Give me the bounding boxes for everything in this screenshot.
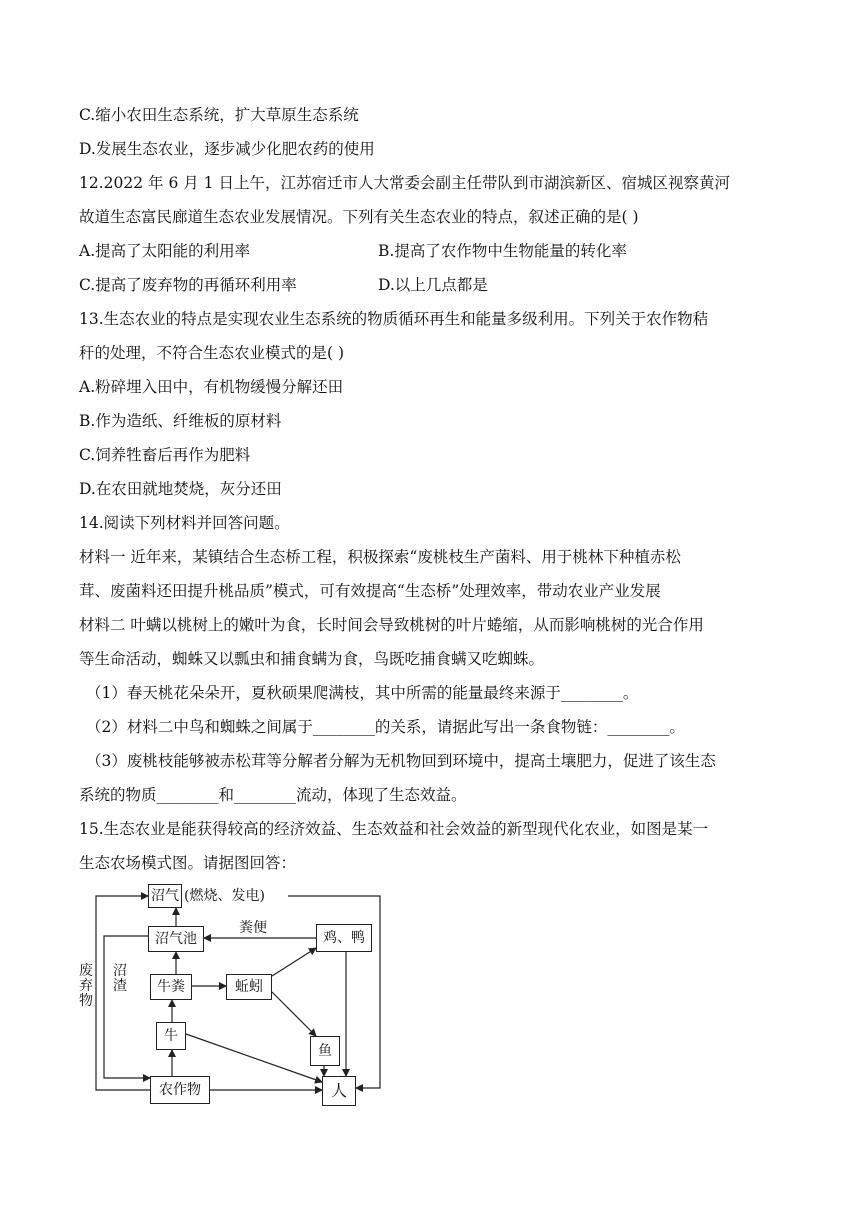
cow-label: 牛	[164, 1028, 178, 1044]
material2-line2: 等生命活动，蜘蛛又以瓢虫和捕食螨为食，鸟既吃捕食螨又吃蜘蛛。	[79, 650, 545, 668]
eco-farm-diagram	[76, 878, 396, 1118]
worm-to-chicken-arrow	[272, 948, 316, 976]
chicken-duck-label: 鸡、鸭	[323, 930, 365, 946]
material1-line2: 茸、废菌料还田提升桃品质”模式，可有效提高“生态桥”处理效率，带动农业产业发展	[79, 582, 661, 600]
cow-box	[156, 1022, 186, 1050]
chicken-duck-box	[316, 924, 372, 952]
q13-option-a: A.粉碎埋入田中，有机物缓慢分解还田	[79, 378, 344, 396]
q13-option-d: D.在农田就地焚烧，灰分还田	[79, 480, 282, 498]
manure-label: 粪便	[239, 920, 267, 936]
worm-to-fish-arrow	[272, 992, 316, 1036]
q12-option-c: C.提高了废弃物的再循环利用率	[79, 276, 297, 294]
q14-sub2: （2）材料二中鸟和蜘蛛之间属于________的关系，请据此写出一条食物链：________。	[86, 718, 685, 736]
q13-stem-line1: 13.生态农业的特点是实现农业生态系统的物质循环再生和能量多级利用。下列关于农作物秸	[79, 310, 709, 328]
q14-sub3-line2: 系统的物质________和________流动，体现了生态效益。	[79, 786, 467, 804]
q14-sub1: （1）春天桃花朵朵开，夏秋硕果爬满枝，其中所需的能量最终来源于________。	[86, 684, 639, 702]
q12-option-d: D.以上几点都是	[378, 276, 488, 294]
q12-option-a: A.提高了太阳能的利用率	[79, 242, 251, 260]
crops-box	[150, 1076, 210, 1104]
material2-line1: 材料二 叶螨以桃树上的嫩叶为食，长时间会导致桃树的叶片蜷缩，从而影响桃树的光合作用	[79, 616, 704, 634]
q12-stem-line1: 12.2022 年 6 月 1 日上午，江苏宿迁市人大常委会副主任带队到市湖滨新区、宿城区视察黄河	[79, 174, 730, 192]
q12-option-b: B.提高了农作物中生物能量的转化率	[378, 242, 627, 260]
earthworm-box	[226, 974, 272, 1000]
earthworm-label: 蚯蚓	[235, 979, 263, 995]
q15-stem-line2: 生态农场模式图。请据图回答：	[79, 854, 297, 872]
q11-option-d: D.发展生态农业，逐步减少化肥农药的使用	[79, 140, 375, 158]
q14-sub3-line1: （3）废桃枝能够被赤松茸等分解者分解为无机物回到环境中，提高土壤肥力，促进了该生态	[86, 752, 716, 770]
biogas-use-label: (燃烧、发电)	[184, 888, 265, 904]
residue-label: 沼渣	[113, 963, 127, 994]
q13-option-c: C.饲养牲畜后再作为肥料	[79, 446, 251, 464]
waste-label: 废弃物	[79, 963, 93, 1009]
q11-option-c: C.缩小农田生态系统，扩大草原生态系统	[79, 106, 359, 124]
biogas-label: 沼气	[151, 888, 179, 904]
biogas-pool-box	[148, 926, 204, 952]
biogas-box	[148, 884, 182, 908]
human-label: 人	[330, 1081, 347, 1100]
cow-dung-label: 牛粪	[157, 979, 185, 995]
fish-box	[310, 1036, 340, 1066]
q13-stem-line2: 秆的处理，不符合生态农业模式的是( )	[79, 344, 345, 362]
biogas-pool-label: 沼气池	[155, 931, 197, 947]
residue-arrow	[104, 936, 150, 1078]
human-box	[322, 1076, 356, 1106]
q14-stem: 14.阅读下列材料并回答问题。	[79, 514, 290, 532]
material1-line1: 材料一 近年来，某镇结合生态桥工程，积极探索“废桃枝生产菌料、用于桃林下种植赤松	[79, 548, 681, 566]
crops-label: 农作物	[159, 1082, 201, 1098]
q12-stem-line2: 故道生态富民廊道生态农业发展情况。下列有关生态农业的特点，叙述正确的是( )	[79, 208, 639, 226]
q13-option-b: B.作为造纸、纤维板的原材料	[79, 412, 282, 430]
fish-label: 鱼	[318, 1043, 332, 1059]
q15-stem-line1: 15.生态农业是能获得较高的经济效益、生态效益和社会效益的新型现代化农业，如图是某一	[79, 820, 709, 838]
cow-dung-box	[150, 974, 192, 1000]
cow-to-human-arrow	[186, 1034, 322, 1082]
